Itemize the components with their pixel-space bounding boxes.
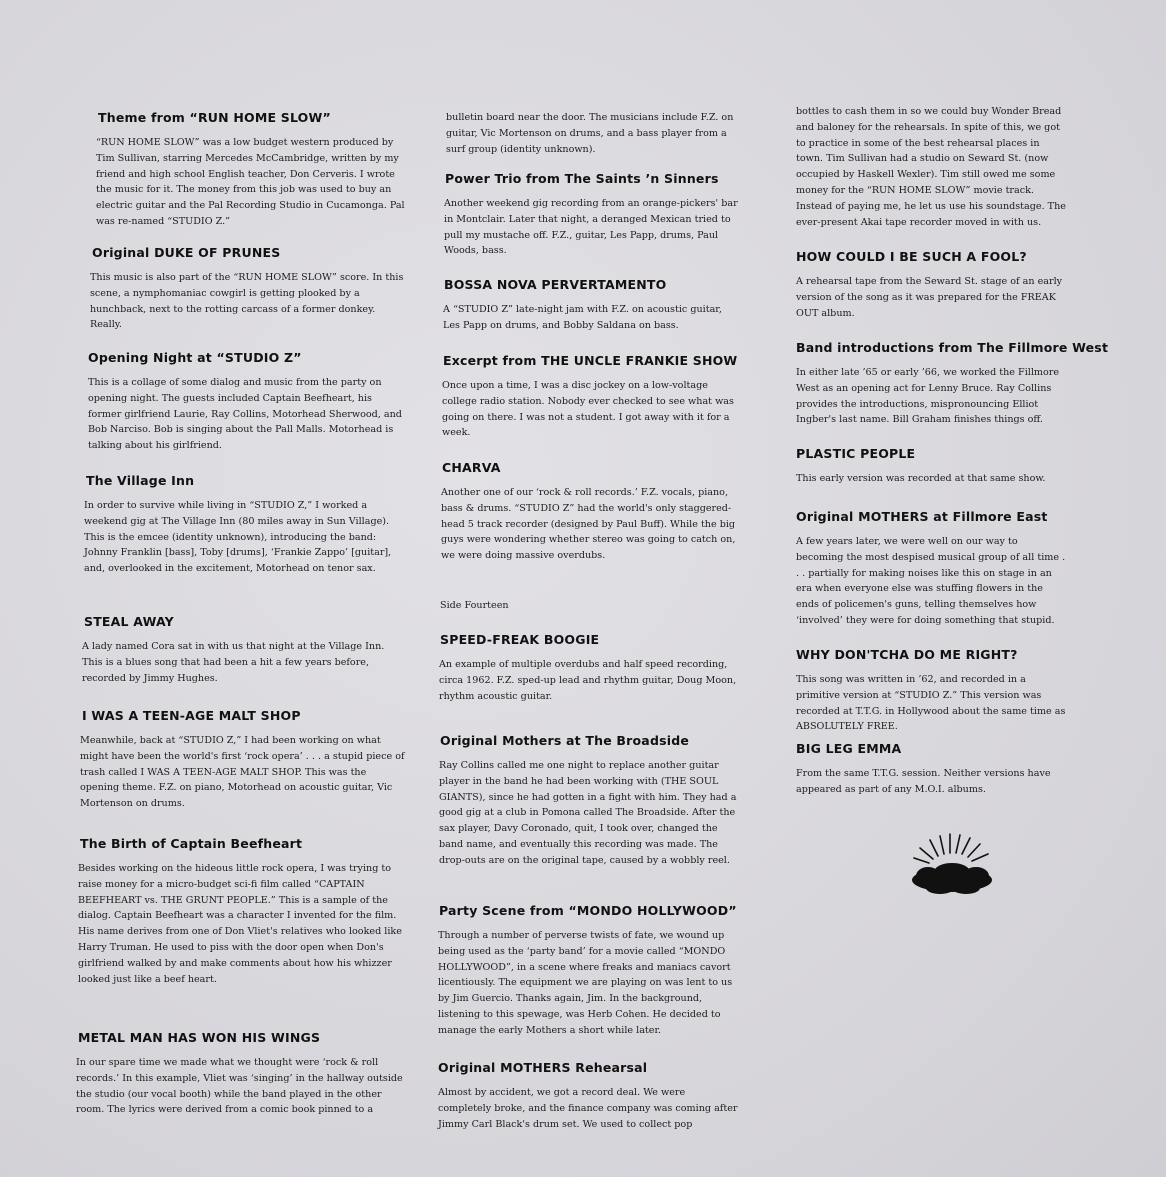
section-body: Meanwhile, back at “STUDIO Z,” I had been working on what might have been the world's first ‘rock opera’ . . . a stupid piece of trash called I WAS A TEEN-AGE MALT SHOP. This was the opening theme. F.Z. on piano, Motorhead on acoustic guitar, Vic Mortenson on drums. [80,735,405,810]
section-body: Another weekend gig recording from an orange-pickers' bar in Montclair. Later that night, a deranged Mexican tried to pull my mustache off. F.Z., guitar, Les Papp, drums, Paul Woods, bass. [444,198,738,257]
section-body: Ray Collins called me one night to replace another guitar player in the band he had been working with (THE SOUL GIANTS), since he had gotten in a fight with him. They had a good gig at a club in Pomona called The Broadside. After the sax player, Davy Coronado, quit, I took over, changed the band name, and eventually this recording was made. The drop-outs are on the original tape, caused by a wobbly reel. [439,760,737,866]
section-bottles-continued [794,104,1066,230]
section-title: Theme from “RUN HOME SLOW” [98,110,331,125]
section-title: SPEED-FREAK BOOGIE [440,632,600,647]
section-duke-of-prunes [76,245,406,333]
section-body: This song was written in ’62, and recorded in a primitive version at “STUDIO Z.” This version was recorded at T.T.G. in Hollywood about the same time as ABSOLUTELY FREE. [796,674,1066,733]
section-power-trio [438,171,738,259]
side-label-block [438,600,738,611]
section-steal-away [76,614,406,686]
section-opening-night [76,350,406,454]
section-title: Power Trio from The Saints ’n Sinners [445,171,719,186]
column-2 [438,0,738,1177]
section-body: This music is also part of the “RUN HOME SLOW” score. In this scene, a nymphomaniac cowgirl is getting plooked by a hunchback, next to the rotting carcass of a former donkey. Really. [90,272,404,331]
section-speed-freak-boogie [438,632,738,704]
section-title: BOSSA NOVA PERVERTAMENTO [444,277,667,292]
section-body: A rehearsal tape from the Seward St. stage of an early version of the song as it was prepared for the FREAK OUT album. [796,276,1063,319]
section-body: Almost by accident, we got a record deal. We were completely broke, and the finance company was coming after Jimmy Carl Black's drum set. We used to collect pop [438,1087,738,1130]
section-bossa-nova [438,277,738,334]
section-body: This early version was recorded at that same show. [796,473,1046,484]
section-body: Through a number of perverse twists of fate, we wound up being used as the ‘party band’ for a movie called “MONDO HOLLYWOOD”, in a scene where freaks and maniacs cavort licentiously. The equipment we are playing on was lent to us by Jim Guercio. Thanks again, Jim. In the background, listening to this spewage, was Herb Cohen. He decided to manage the early Mothers a short while later. [438,930,733,1036]
section-birth-of-beefheart [76,836,406,987]
section-title: Band introductions from The Fillmore West [796,340,1109,355]
section-bulletin-continued [438,110,738,157]
section-plastic-people [794,446,1066,487]
section-title: Original MOTHERS at Fillmore East [796,509,1048,524]
section-body: In either late ’65 or early ’66, we worked the Fillmore West as an opening act for Lenny Bruce. Ray Collins provides the introductions, mispronouncing Elliot Ingber's last name. Bill Graham finishes things off. [796,367,1060,426]
section-title: Original Mothers at The Broadside [440,733,690,748]
section-how-could-i-be [794,249,1066,321]
section-title: WHY DON'TCHA DO ME RIGHT? [796,647,1018,662]
section-mondo-hollywood [438,903,738,1039]
section-village-inn [76,473,406,577]
section-body: Besides working on the hideous little rock opera, I was trying to raise money for a micro-budget sci-fi film called “CAPTAIN BEEFHEART vs. THE GRUNT PEOPLE.” This is a sample of the dialog. Captain Beefheart was a character I invented for the film. His name derives from one of Don Vliet's relatives who looked like Harry Truman. He used to piss with the door open when Don's girlfriend walked by and make comments about how his whizzer looked just like a beef heart. [78,863,402,985]
section-title: HOW COULD I BE SUCH A FOOL? [796,249,1027,264]
section-title: I WAS A TEEN-AGE MALT SHOP [82,708,301,723]
section-title: STEAL AWAY [84,614,174,629]
section-fillmore-west [794,340,1109,428]
section-body: In order to survive while living in “STUDIO Z,” I worked a weekend gig at The Village Inn (80 miles away in Sun Village). This is the emcee (identity unknown), introducing the band: Johnny Franklin [bass], Toby [drums], ‘Frankie Zappo’ [guitar], and, overlooked in the excitement, Motorhead on tenor sax. [84,500,392,575]
section-title: PLASTIC PEOPLE [796,446,916,461]
section-uncle-frankie [438,353,738,441]
section-mothers-rehearsal [438,1060,738,1132]
section-title: The Village Inn [86,473,195,488]
section-title: Original MOTHERS Rehearsal [438,1060,648,1075]
section-body: bottles to cash them in so we could buy Wonder Bread and baloney for the rehearsals. In spite of this, we got to practice in some of the best rehearsal places in town. Tim Sullivan had a studio on Seward St. (now occupied by Haskell Wexler). Tim still owed me some money for the “RUN HOME SLOW” movie track. Instead of paying me, he let us use his soundstage. The ever-present Akai tape recorder moved in with us. [796,106,1066,228]
section-big-leg-emma [794,741,1066,798]
section-metal-man [76,1030,406,1118]
section-title: Opening Night at “STUDIO Z” [88,350,302,365]
section-title: BIG LEG EMMA [796,741,902,756]
section-title: Excerpt from THE UNCLE FRANKIE SHOW [443,353,738,368]
section-body: This is a collage of some dialog and music from the party on opening night. The guests included Captain Beefheart, his former girlfriend Laurie, Ray Collins, Motorhead Sherwood, and Bob Narciso. Bob is singing about the Pall Malls. Motorhead is talking about his girlfriend. [88,377,402,452]
section-body: Another one of our ‘rock & roll records.’ F.Z. vocals, piano, bass & drums. “STUDIO Z” had the world's only staggered-head 5 track recorder (designed by Paul Buff). While the big guys were wondering whether stereo was going to catch on, we were doing massive overdubs. [441,487,736,562]
section-body: Once upon a time, I was a disc jockey on a low-voltage college radio station. Nobody ever checked to see what was going on there. I was not a student. I got away with it for a week. [442,380,734,439]
column-1 [76,0,406,1177]
rising-sun-logo-icon [908,830,996,902]
section-title: Original DUKE OF PRUNES [92,245,281,260]
section-body: A lady named Cora sat in with us that night at the Village Inn. This is a blues song that had been a hit a few years before, recorded by Jimmy Hughes. [82,641,385,684]
section-broadside [438,733,738,869]
column-3 [794,0,1109,1177]
side-label: Side Fourteen [440,600,509,611]
section-title: Party Scene from “MONDO HOLLYWOOD” [439,903,737,918]
section-charva [438,460,738,564]
section-run-home-slow [76,110,406,230]
section-title: METAL MAN HAS WON HIS WINGS [78,1030,321,1045]
section-body: A few years later, we were well on our way to becoming the most despised musical group of all time . . . partially for making noises like this on stage in an era when everyone else was stuffing flowers in the ends of policemen's guns, telling themselves how ‘involved’ they were for doing something that stupid. [796,536,1066,626]
section-body: An example of multiple overdubs and half speed recording, circa 1962. F.Z. sped-up lead and rhythm guitar, Doug Moon, rhythm acoustic guitar. [439,659,737,702]
section-body: From the same T.T.G. session. Neither versions have appeared as part of any M.O.I. albums. [796,768,1051,795]
section-fillmore-east [794,509,1066,629]
section-body: bulletin board near the door. The musicians include F.Z. on guitar, Vic Mortenson on drums, and a bass player from a surf group (identity unknown). [446,112,734,155]
section-why-dontcha [794,647,1066,735]
section-body: In our spare time we made what we thought were ‘rock & roll records.’ In this example, Vliet was ‘singing’ in the hallway outside the studio (our vocal booth) while the band played in the other room. The lyrics were derived from a comic book pinned to a [76,1057,403,1116]
section-title: CHARVA [442,460,501,475]
section-body: A “STUDIO Z” late-night jam with F.Z. on acoustic guitar, Les Papp on drums, and Bobby Saldana on bass. [443,304,722,331]
section-teen-age-malt-shop [76,708,406,812]
section-title: The Birth of Captain Beefheart [80,836,303,851]
section-body: “RUN HOME SLOW” was a low budget western produced by Tim Sullivan, starring Mercedes McCambridge, written by my friend and high school English teacher, Don Cerveris. I wrote the music for it. The money from this job was used to buy an electric guitar and the Pal Recording Studio in Cucamonga. Pal was re-named “STUDIO Z.” [96,137,405,227]
